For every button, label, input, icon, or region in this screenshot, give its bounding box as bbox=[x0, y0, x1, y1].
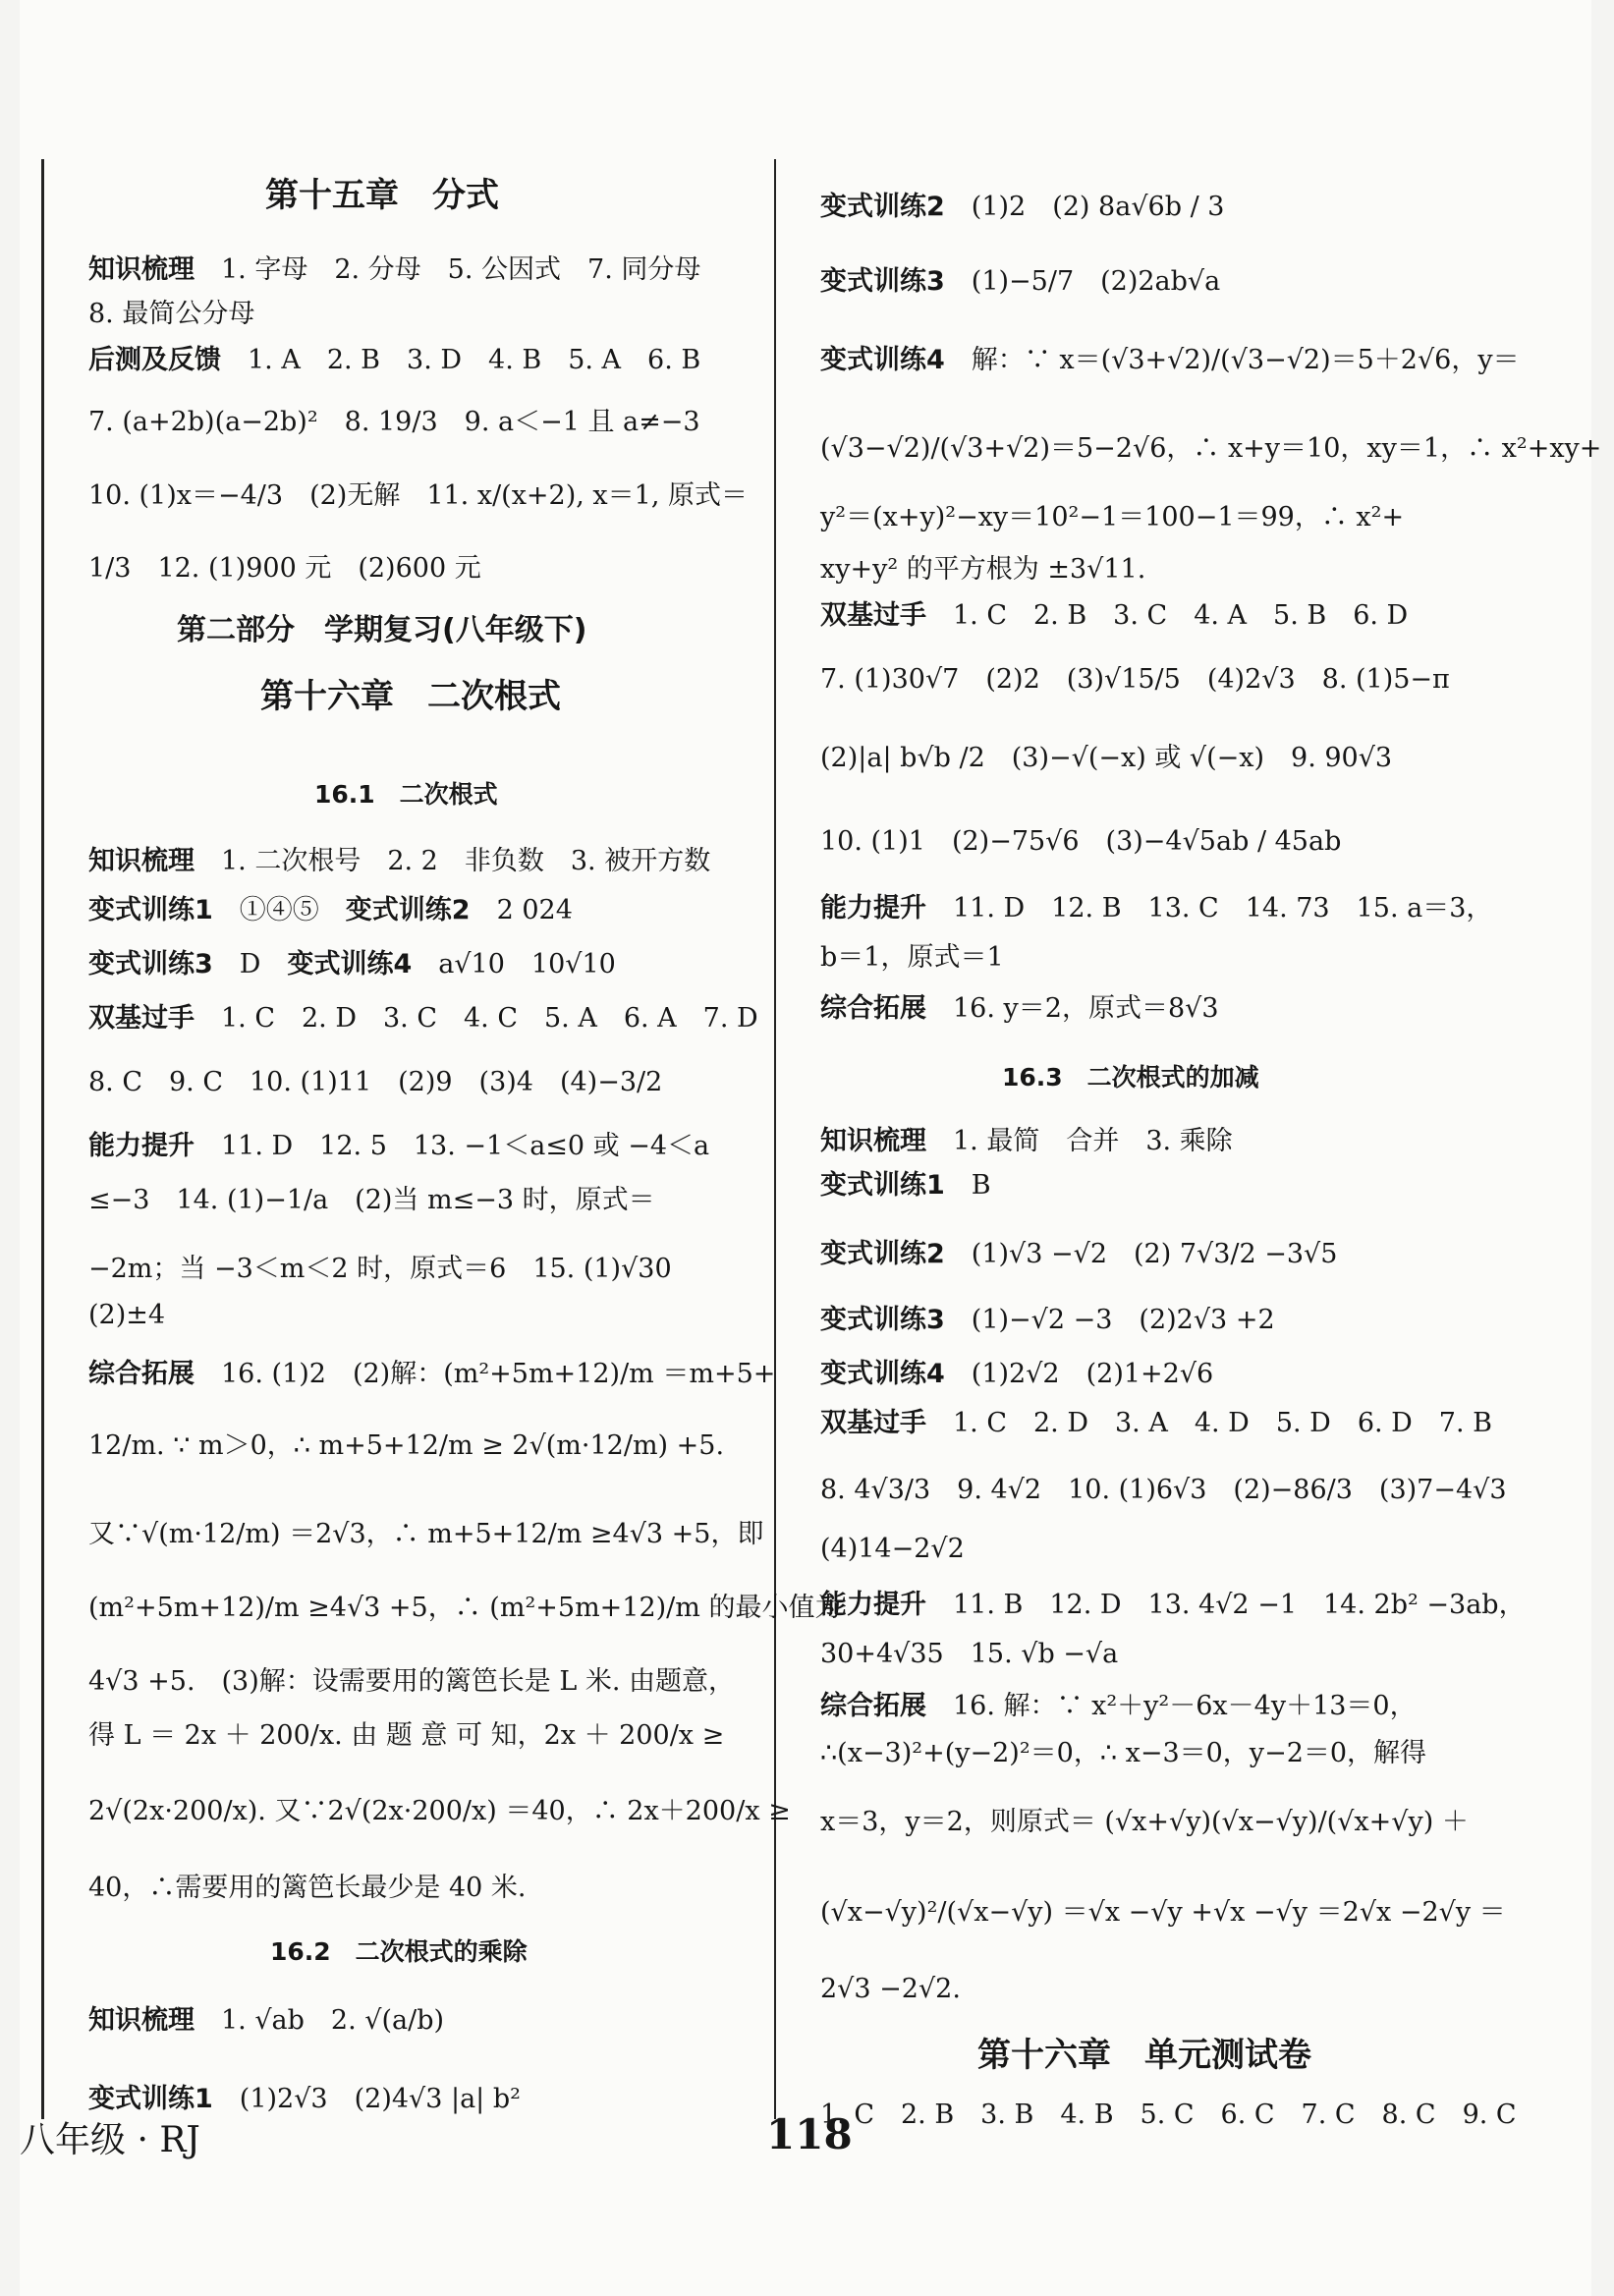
answer-text: 16.1 二次根式 bbox=[314, 780, 498, 809]
answer-text: (1)2√3 (2)4√3 |a| b² bbox=[239, 2084, 521, 2114]
section-label: 综合拓展 bbox=[820, 993, 926, 1024]
answer-text: 1. C 2. D 3. C 4. C 5. A 6. A 7. D bbox=[221, 1003, 758, 1034]
answer-line bbox=[88, 1130, 709, 1163]
answer-line bbox=[88, 1719, 724, 1753]
section-label: 能力提升 bbox=[820, 893, 926, 924]
answer-text: 1. √ab 2. √(a/b) bbox=[221, 2005, 445, 2036]
answer-text: 第二部分 学期复习(八年级下) bbox=[177, 613, 587, 647]
section-label: 知识梳理 bbox=[820, 1126, 926, 1156]
answer-line bbox=[820, 1690, 1417, 1723]
answer-text: a√10 10√10 bbox=[438, 949, 616, 980]
section-heading bbox=[1002, 1061, 1259, 1094]
answer-line bbox=[88, 1002, 758, 1036]
answer-text: −2m；当 −3＜m＜2 时，原式＝6 15. (1)√30 bbox=[88, 1254, 672, 1284]
answer-line bbox=[820, 941, 1004, 975]
answer-line bbox=[88, 1358, 775, 1391]
answer-text: 第十六章 二次根式 bbox=[260, 677, 561, 716]
answer-line bbox=[820, 265, 1220, 299]
section-label: 变式训练3 bbox=[820, 1305, 945, 1335]
answer-text: ≤−3 14. (1)−1/a (2)当 m≤−3 时，原式＝ bbox=[88, 1185, 655, 1215]
answer-line bbox=[820, 1973, 961, 2006]
answer-line bbox=[88, 845, 710, 878]
answer-text: 8. 4√3/3 9. 4√2 10. (1)6√3 (2)−86/3 (3)7−4√3 bbox=[820, 1475, 1507, 1505]
section-heading bbox=[177, 614, 586, 647]
answer-line bbox=[820, 2099, 1517, 2132]
answer-text: 1. 最简 合并 3. 乘除 bbox=[953, 1126, 1233, 1156]
answer-line bbox=[88, 1872, 526, 1905]
section-label: 变式训练4 bbox=[820, 1359, 945, 1389]
answer-line bbox=[820, 191, 1224, 224]
answer-line bbox=[88, 894, 573, 927]
section-label: 变式训练2 bbox=[820, 192, 945, 222]
answer-line bbox=[820, 825, 1341, 859]
section-label: 变式训练1 bbox=[88, 895, 213, 925]
answer-line bbox=[88, 298, 254, 331]
answer-text: 11. B 12. D 13. 4√2 −1 14. 2b² −3ab， bbox=[953, 1590, 1526, 1620]
answer-line bbox=[88, 948, 616, 981]
answer-text: 1. C 2. B 3. C 4. A 5. B 6. D bbox=[953, 600, 1409, 631]
page-sheet bbox=[20, 0, 1602, 2296]
answer-text: 1. C 2. B 3. B 4. B 5. C 6. C 7. C 8. C 9. C bbox=[820, 2100, 1517, 2130]
answer-text: 1/3 12. (1)900 元 (2)600 元 bbox=[88, 553, 481, 584]
answer-line bbox=[820, 892, 1492, 925]
section-label: 综合拓展 bbox=[88, 1359, 195, 1389]
section-label: 双基过手 bbox=[88, 1003, 195, 1034]
answer-line bbox=[820, 1533, 965, 1566]
answer-line bbox=[820, 599, 1408, 633]
answer-line bbox=[88, 1253, 672, 1286]
answer-text: (√3−√2)/(√3+√2)＝5−2√6，∴ x+y＝10，xy＝1，∴ x²+xy+ bbox=[820, 433, 1602, 464]
answer-line bbox=[820, 553, 1145, 587]
answer-line bbox=[820, 1638, 1118, 1671]
section-label: 后测及反馈 bbox=[88, 345, 221, 375]
answer-text: 2√(2x·200/x). 又∵2√(2x·200/x) ＝40，∴ 2x＋200/x ≥ bbox=[88, 1796, 791, 1826]
answer-line bbox=[820, 1407, 1492, 1440]
left-margin-rule bbox=[41, 159, 44, 2119]
answer-line bbox=[88, 552, 481, 586]
section-heading bbox=[977, 2036, 1311, 2075]
answer-text: B bbox=[971, 1170, 991, 1201]
answer-line bbox=[88, 253, 700, 287]
answer-line bbox=[820, 1238, 1337, 1271]
answer-text: 12/m. ∵ m＞0，∴ m+5+12/m ≥ 2√(m·12/m) +5. bbox=[88, 1430, 725, 1461]
answer-text: (2)|a| b√b /2 (3)−√(−x) 或 √(−x) 9. 90√3 bbox=[820, 743, 1393, 773]
answer-text: (1)−5/7 (2)2ab√a bbox=[971, 266, 1221, 297]
answer-text: (1)2 (2) 8a√6b / 3 bbox=[971, 192, 1225, 222]
answer-text: 1. A 2. B 3. D 4. B 5. A 6. B bbox=[248, 345, 701, 375]
answer-text: 10. (1)1 (2)−75√6 (3)−4√5ab / 45ab bbox=[820, 826, 1342, 857]
answer-text: 16. 解：∵ x²＋y²－6x－4y＋13＝0， bbox=[953, 1691, 1417, 1721]
answer-line bbox=[88, 2004, 444, 2038]
answer-text: x＝3，y＝2，则原式＝ (√x+√y)(√x−√y)/(√x+√y) ＋ bbox=[820, 1807, 1469, 1837]
answer-text: 第十六章 单元测试卷 bbox=[977, 2036, 1311, 2075]
answer-text: xy+y² 的平方根为 ±3√11. bbox=[820, 554, 1146, 585]
answer-text: ①④⑤ bbox=[239, 895, 346, 925]
answer-line bbox=[88, 2083, 521, 2116]
answer-line bbox=[88, 1795, 791, 1828]
section-label: 能力提升 bbox=[820, 1590, 926, 1620]
section-label: 综合拓展 bbox=[820, 1691, 926, 1721]
answer-line bbox=[820, 1737, 1426, 1770]
answer-line bbox=[820, 1304, 1275, 1337]
answer-text: 1. C 2. D 3. A 4. D 5. D 6. D 7. B bbox=[953, 1408, 1492, 1438]
answer-text: D bbox=[239, 949, 288, 980]
answer-text: 10. (1)x＝−4/3 (2)无解 11. x/(x+2), x＝1, 原式＝ bbox=[88, 480, 748, 511]
answer-text: b＝1，原式＝1 bbox=[820, 942, 1004, 973]
answer-text: 16. y＝2，原式＝8√3 bbox=[953, 993, 1219, 1024]
answer-text: 2 024 bbox=[496, 895, 573, 925]
answer-line bbox=[88, 1429, 724, 1463]
section-label: 变式训练3 bbox=[820, 266, 945, 297]
answer-line bbox=[820, 1169, 991, 1203]
answer-text: 7. (a+2b)(a−2b)² 8. 19/3 9. a＜−1 且 a≠−3 bbox=[88, 407, 700, 437]
answer-text: 11. D 12. B 13. C 14. 73 15. a＝3， bbox=[953, 893, 1493, 924]
section-label: 变式训练4 bbox=[287, 949, 413, 980]
answer-line bbox=[88, 1665, 735, 1699]
answer-line bbox=[88, 1066, 662, 1099]
answer-text: 1. 字母 2. 分母 5. 公因式 7. 同分母 bbox=[221, 254, 701, 285]
answer-line bbox=[820, 1125, 1233, 1158]
section-label: 知识梳理 bbox=[88, 254, 195, 285]
answer-line bbox=[820, 432, 1601, 466]
answer-text: 7. (1)30√7 (2)2 (3)√15/5 (4)2√3 8. (1)5−π bbox=[820, 664, 1450, 695]
answer-text: (1)√3 −√2 (2) 7√3/2 −3√5 bbox=[971, 1239, 1338, 1269]
answer-text: 8. C 9. C 10. (1)11 (2)9 (3)4 (4)−3/2 bbox=[88, 1067, 663, 1097]
answer-line bbox=[88, 1184, 655, 1217]
answer-text: 16.2 二次根式的乘除 bbox=[270, 1937, 528, 1966]
answer-text: 4√3 +5. (3)解：设需要用的篱笆长是 L 米. 由题意， bbox=[88, 1666, 736, 1697]
answer-text: (1)2√2 (2)1+2√6 bbox=[971, 1359, 1214, 1389]
section-label: 变式训练1 bbox=[88, 2084, 213, 2114]
answer-text: y²＝(x+y)²−xy＝10²−1＝100−1＝99，∴ x²+ bbox=[820, 502, 1405, 532]
answer-line bbox=[820, 742, 1392, 775]
answer-text: 16.3 二次根式的加减 bbox=[1002, 1063, 1259, 1092]
answer-line bbox=[88, 406, 700, 439]
answer-line bbox=[820, 344, 1520, 377]
answer-text: ∴(x−3)²+(y−2)²＝0，∴ x−3＝0，y−2＝0，解得 bbox=[820, 1738, 1427, 1768]
answer-text: (√x−√y)²/(√x−√y) ＝√x −√y +√x −√y ＝2√x −2√y ＝ bbox=[820, 1897, 1506, 1928]
section-label: 变式训练1 bbox=[820, 1170, 945, 1201]
section-heading bbox=[260, 677, 561, 716]
section-label: 变式训练4 bbox=[820, 345, 945, 375]
section-label: 双基过手 bbox=[820, 600, 926, 631]
answer-line bbox=[820, 992, 1219, 1026]
answer-line bbox=[820, 1589, 1526, 1622]
answer-line bbox=[820, 1896, 1506, 1930]
section-label: 知识梳理 bbox=[88, 2005, 195, 2036]
answer-line bbox=[88, 344, 700, 377]
answer-text: 16. (1)2 (2)解：(m²+5m+12)/m ＝m+5+ bbox=[221, 1359, 776, 1389]
answer-line bbox=[820, 663, 1450, 697]
section-label: 知识梳理 bbox=[88, 846, 195, 876]
answer-line bbox=[820, 501, 1404, 534]
answer-line bbox=[820, 1806, 1469, 1839]
grade-label: 八年级 · RJ bbox=[20, 2120, 200, 2160]
page-number: 118 bbox=[766, 2110, 853, 2158]
answer-text: 得 L ＝ 2x ＋ 200/x. 由 题 意 可 知，2x ＋ 200/x ≥ bbox=[88, 1720, 725, 1751]
answer-text: 1. 二次根号 2. 2 非负数 3. 被开方数 bbox=[221, 846, 711, 876]
answer-line bbox=[88, 1299, 165, 1332]
answer-text: (2)±4 bbox=[88, 1300, 166, 1330]
section-heading bbox=[270, 1935, 528, 1969]
answer-text: 解：∵ x＝(√3+√2)/(√3−√2)＝5＋2√6，y＝ bbox=[971, 345, 1520, 375]
answer-text: 第十五章 分式 bbox=[265, 176, 499, 215]
answer-line bbox=[820, 1358, 1213, 1391]
answer-text: (m²+5m+12)/m ≥4√3 +5，∴ (m²+5m+12)/m 的最小值为 bbox=[88, 1593, 842, 1623]
answer-text: 8. 最简公分母 bbox=[88, 299, 255, 329]
answer-text: 30+4√35 15. √b −√a bbox=[820, 1639, 1119, 1669]
answer-text: 11. D 12. 5 13. −1＜a≤0 或 −4＜a bbox=[221, 1131, 710, 1161]
answer-line bbox=[88, 479, 748, 513]
answer-line bbox=[88, 1518, 763, 1551]
answer-text: 40，∴需要用的篱笆长最少是 40 米. bbox=[88, 1873, 527, 1903]
section-label: 变式训练3 bbox=[88, 949, 213, 980]
section-label: 能力提升 bbox=[88, 1131, 195, 1161]
answer-text: 2√3 −2√2. bbox=[820, 1974, 961, 2004]
answer-text: (1)−√2 −3 (2)2√3 +2 bbox=[971, 1305, 1275, 1335]
section-heading bbox=[265, 176, 499, 215]
section-heading bbox=[314, 778, 498, 812]
answer-line bbox=[820, 1474, 1507, 1507]
answer-line bbox=[88, 1592, 841, 1625]
section-label: 变式训练2 bbox=[345, 895, 471, 925]
answer-text: 又∵√(m·12/m) ＝2√3，∴ m+5+12/m ≥4√3 +5，即 bbox=[88, 1519, 764, 1549]
section-label: 双基过手 bbox=[820, 1408, 926, 1438]
answer-text: (4)14−2√2 bbox=[820, 1534, 965, 1564]
section-label: 变式训练2 bbox=[820, 1239, 945, 1269]
